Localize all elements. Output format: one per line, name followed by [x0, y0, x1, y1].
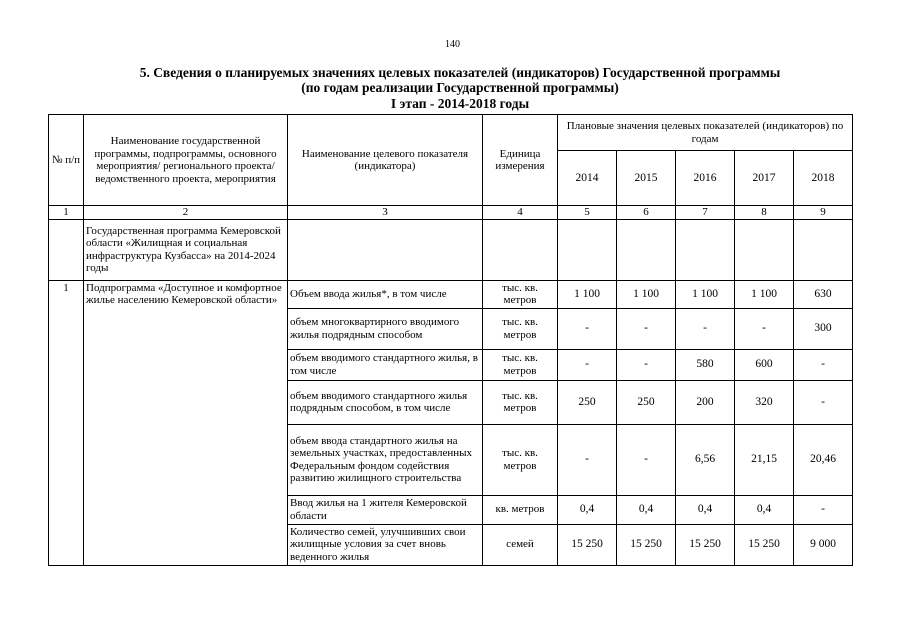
- value-cell: 0,4: [617, 495, 676, 524]
- value-cell: 0,4: [735, 495, 794, 524]
- value-cell: 0,4: [676, 495, 735, 524]
- indicator-name: Ввод жилья на 1 жителя Кемеровской области: [288, 495, 483, 524]
- value-cell: 250: [558, 380, 617, 424]
- unit: кв. метров: [483, 495, 558, 524]
- value-cell: 21,15: [735, 424, 794, 495]
- value-cell: -: [794, 349, 853, 380]
- stage-title: I этап - 2014-2018 годы: [390, 96, 530, 111]
- column-number: 8: [735, 206, 794, 220]
- value-cell: 1 100: [558, 280, 617, 308]
- value-cell: -: [617, 424, 676, 495]
- value-cell: 600: [735, 349, 794, 380]
- state-program-row: [49, 219, 853, 280]
- header-year: 2018: [794, 151, 853, 206]
- indicator-name: объем ввода стандартного жилья на земельных участках, предоставленных Федеральным фондом содействия развитию жилищного строительства: [288, 424, 483, 495]
- value-cell: -: [558, 349, 617, 380]
- value-cell: -: [735, 308, 794, 349]
- header-year: 2014: [558, 151, 617, 206]
- value-cell: -: [617, 349, 676, 380]
- header-indicator-name: Наименование целевого показателя (индикатора): [288, 115, 483, 206]
- indicator-name: Количество семей, улучшивших свои жилищные условия за счет вновь веденного жилья: [288, 524, 483, 565]
- column-number: 1: [49, 206, 84, 220]
- header-year: 2017: [735, 151, 794, 206]
- value-cell: 630: [794, 280, 853, 308]
- table-row: [49, 280, 853, 308]
- value-cell: 580: [676, 349, 735, 380]
- column-number: 9: [794, 206, 853, 220]
- value-cell: 320: [735, 380, 794, 424]
- value-cell: 300: [794, 308, 853, 349]
- unit: тыс. кв. метров: [483, 349, 558, 380]
- header-program-name: Наименование государственной программы, подпрограммы, основного мероприятия/ регионального проекта/ ведомственного проекта, мероприятия: [84, 115, 288, 206]
- document-subtitle: (по годам реализации Государственной программы): [301, 80, 619, 95]
- document-title: 5. Сведения о планируемых значениях целевых показателей (индикаторов) Государственной программы: [139, 65, 781, 80]
- value-cell: 15 250: [617, 524, 676, 565]
- header-num: № п/п: [49, 115, 84, 206]
- value-cell: 1 100: [617, 280, 676, 308]
- indicator-name: объем вводимого стандартного жилья подрядным способом, в том числе: [288, 380, 483, 424]
- value-cell: -: [558, 308, 617, 349]
- header-unit: Единица измерения: [483, 115, 558, 206]
- column-number: 5: [558, 206, 617, 220]
- value-cell: 200: [676, 380, 735, 424]
- unit: тыс. кв. метров: [483, 308, 558, 349]
- value-cell: 6,56: [676, 424, 735, 495]
- indicators-table: [48, 114, 853, 566]
- value-cell: 1 100: [735, 280, 794, 308]
- value-cell: 15 250: [676, 524, 735, 565]
- value-cell: 250: [617, 380, 676, 424]
- unit: тыс. кв. метров: [483, 380, 558, 424]
- header-year: 2015: [617, 151, 676, 206]
- value-cell: 0,4: [558, 495, 617, 524]
- value-cell: 9 000: [794, 524, 853, 565]
- header-year: 2016: [676, 151, 735, 206]
- value-cell: 20,46: [794, 424, 853, 495]
- unit: тыс. кв. метров: [483, 280, 558, 308]
- indicator-name: объем вводимого стандартного жилья, в том числе: [288, 349, 483, 380]
- column-number: 6: [617, 206, 676, 220]
- unit: тыс. кв. метров: [483, 424, 558, 495]
- state-program-name: Государственная программа Кемеровской области «Жилищная и социальная инфраструктура Кузбасса» на 2014-2024 годы: [84, 219, 288, 280]
- value-cell: -: [617, 308, 676, 349]
- value-cell: -: [558, 424, 617, 495]
- indicator-name: объем многоквартирного вводимого жилья подрядным способом: [288, 308, 483, 349]
- page-number: 140: [445, 39, 460, 50]
- indicator-name: Объем ввода жилья*, в том числе: [288, 280, 483, 308]
- unit: семей: [483, 524, 558, 565]
- column-number: 3: [288, 206, 483, 220]
- value-cell: 15 250: [735, 524, 794, 565]
- column-numbers-row: [49, 206, 853, 220]
- column-number: 7: [676, 206, 735, 220]
- value-cell: -: [676, 308, 735, 349]
- subprogram-num: 1: [49, 280, 84, 565]
- column-number: 2: [84, 206, 288, 220]
- column-number: 4: [483, 206, 558, 220]
- value-cell: -: [794, 380, 853, 424]
- value-cell: 15 250: [558, 524, 617, 565]
- value-cell: 1 100: [676, 280, 735, 308]
- value-cell: -: [794, 495, 853, 524]
- header-planned-values: Плановые значения целевых показателей (индикаторов) по годам: [558, 115, 853, 151]
- subprogram-name: Подпрограмма «Доступное и комфортное жилье населению Кемеровской области»: [84, 280, 288, 565]
